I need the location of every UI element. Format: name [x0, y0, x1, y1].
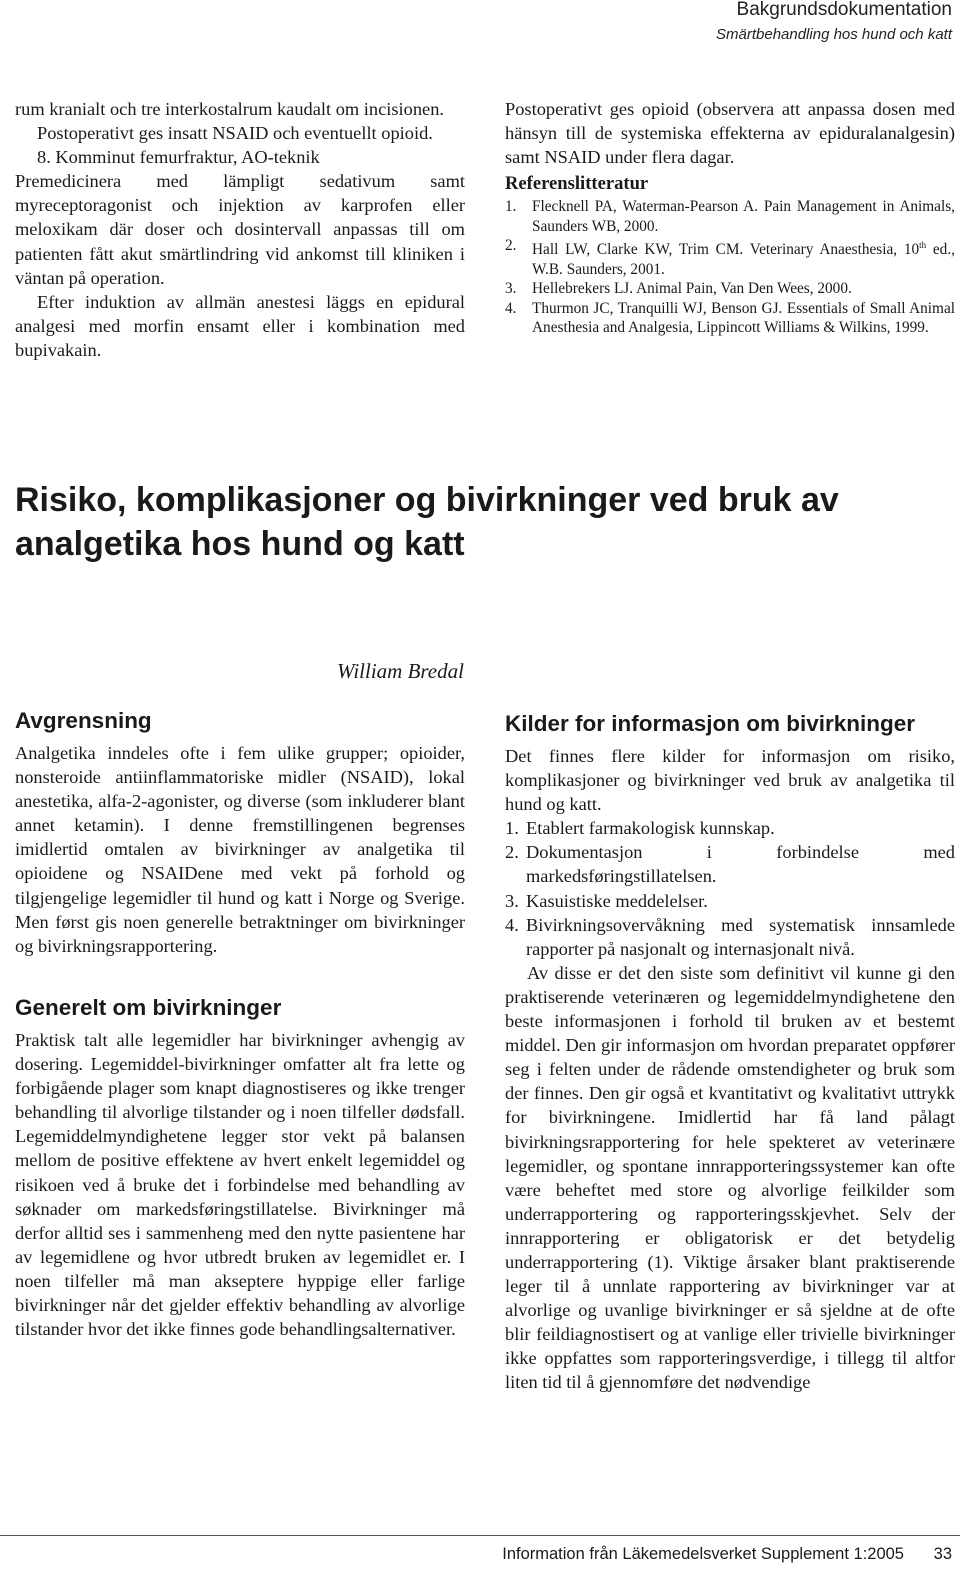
- section-heading-generelt: Generelt om bivirkninger: [15, 995, 282, 1020]
- section-heading-avgrensning: Avgrensning: [15, 708, 152, 733]
- reference-list: [505, 197, 955, 338]
- paragraph: Postoperativt ges insatt NSAID och eventuellt opioid.: [37, 123, 433, 144]
- paragraph: Det finnes flere kilder for informasjon om risiko, komplikasjoner og bivirkninger ved bruk av analgetika til hund og katt.: [505, 746, 955, 815]
- section-body-avgrensning: [15, 741, 465, 958]
- case-heading: 8. Komminut femurfraktur, AO-teknik: [37, 147, 320, 168]
- paragraph: Postoperativt ges opioid (observera att anpassa dosen med hänsyn till de systemiska effekterna av epiduralanalgesin) samt NSAID under flera dagar.: [505, 99, 955, 168]
- section-body-generelt: [15, 1028, 465, 1341]
- reference-item: 2. Hall LW, Clarke KW, Trim CM. Veterinary Anaesthesia, 10th ed., W.B. Saunders, 2001.: [505, 237, 955, 278]
- section-body-kilder: [505, 744, 955, 1395]
- reference-item: 1. Flecknell PA, Waterman-Pearson A. Pain Management in Animals, Saunders WB, 2000.: [505, 198, 955, 235]
- paragraph: Efter induktion av allmän anestesi läggs en epidural analgesi med morfin ensamt eller i kombination med bupivakain.: [15, 291, 465, 360]
- paragraph: Premedicinera med lämpligt sedativum samt myreceptoragonist och injektion av karprofen eller meloxikam där doser och dosintervall anpassas till om patienten fått akut smärtlindring vid ankomst till kliniken i väntan på operation.: [15, 171, 465, 288]
- running-header-subtitle: Smärtbehandling hos hund och katt: [716, 26, 952, 43]
- footer-publication: Information från Läkemedelsverket Supplement 1:2005: [502, 1545, 904, 1563]
- paragraph: Praktisk talt alle legemidler har bivirkninger avhengig av dosering. Legemiddel-bivirkninger omfatter alt fra lette og forbigående plager som knapt diagnostiseres og ikke trenger behandling til alvorlige tilstander og i noen tilfeller dødsfall. Legemiddelmyndighetene legger stor vekt på balansen mellom de positive effektene av hvert enkelt legemiddel og risikoen ved å bruke det i forbindelse med behandling av søknader om markedsføringstillatelse. Bivirkninger må derfor alltid ses i sammenheng med den nytte pasientene har av legemidlene og hvor utbredt bruken av legemidlet er. I noen tilfeller må man akseptere hyppige eller farlige bivirkninger når det gjelder effektiv behandling av alvorlige tilstander hvor det ikke finnes gode behandlingsalternativer.: [15, 1030, 465, 1340]
- article-title: Risiko, komplikasjoner og bivirkninger ved bruk av analgetika hos hund og katt: [15, 481, 839, 563]
- article-author: William Bredal: [337, 659, 464, 683]
- running-header-title: Bakgrundsdokumentation: [736, 0, 952, 20]
- footer-rule: [0, 1535, 960, 1536]
- page-number: 33: [933, 1545, 952, 1563]
- top-left-column: [15, 97, 465, 362]
- reference-item: 3. Hellebrekers LJ. Animal Pain, Van Den Wees, 2000.: [505, 280, 852, 298]
- section-heading-kilder: Kilder for informasjon om bivirkninger: [505, 711, 916, 736]
- list-item: 2. Dokumentasjon i forbindelse med markedsføringstillatelsen.: [505, 842, 955, 887]
- paragraph: Analgetika inndeles ofte i fem ulike grupper; opioider, nonsteroide antiinflammatoriske midler (NSAID), lokal anestetika, alfa-2-agonister, og diverse (som inkluderer blant annet ketamin). I denne fremstillingenen begrenses imidlertid omtalen av bivirkninger av analgetika til opioidene og NSAIDene med vekt på forhold og tilgjengelige legemidler til hund og katt i Norge og Sverige. Men først gis noen generelle betraktninger om bivirkninger og bivirkningsrapportering.: [15, 743, 465, 956]
- top-right-column: [505, 97, 955, 338]
- reference-item: 4. Thurmon JC, Tranquilli WJ, Benson GJ. Essentials of Small Animal Anesthesia and Analgesia, Lippincott Williams & Wilkins, 1999.: [505, 299, 955, 337]
- paragraph: rum kranialt och tre interkostalrum kaudalt om incisionen.: [15, 99, 445, 119]
- list-item: 1. Etablert farmakologisk kunnskap.: [505, 818, 775, 839]
- paragraph: Av disse er det den siste som definitivt vil kunne gi den praktiserende veterinæren og legemiddelmyndighetene den beste informasjonen i forhold til bruken av et bestemt middel. Den gir informasjon om hvordan preparatet oppfører seg i felten under de rådende omstendigheter og bruk som der finnes. Den gir også et kvantitativt og kvalitativt uttrykk for bivirkningene. Imidlertid har få land pålagt bivirkningsrapportering for hele spekteret av veterinære legemidler, og spontane innrapporteringssystemer kan ofte være beheftet med store og alvorlige feilkilder som underrapportering og rapporteringsskjevhet. Selv der innrapportering er obligatorisk er det betydelig underrapportering (1). Viktige årsaker blant praktiserende leger til å unnlate rapportering av bivirkninger var at alvorlige og uvanlige bivirkninger er så sjeldne at de ofte blir feildiagnostisert og at vanlige eller trivielle bivirkninger ikke oppfattes som rapporteringsverdige, i tillegg til altfor liten tid til å gjennomføre det nødvendige: [505, 962, 955, 1393]
- list-item: 3. Kasuistiske meddelelser.: [505, 890, 708, 911]
- references-heading: Referenslitteratur: [505, 173, 649, 195]
- list-item: 4. Bivirkningsovervåkning med systematisk innsamlede rapporter på nasjonalt og internasjonalt nivå.: [505, 914, 955, 959]
